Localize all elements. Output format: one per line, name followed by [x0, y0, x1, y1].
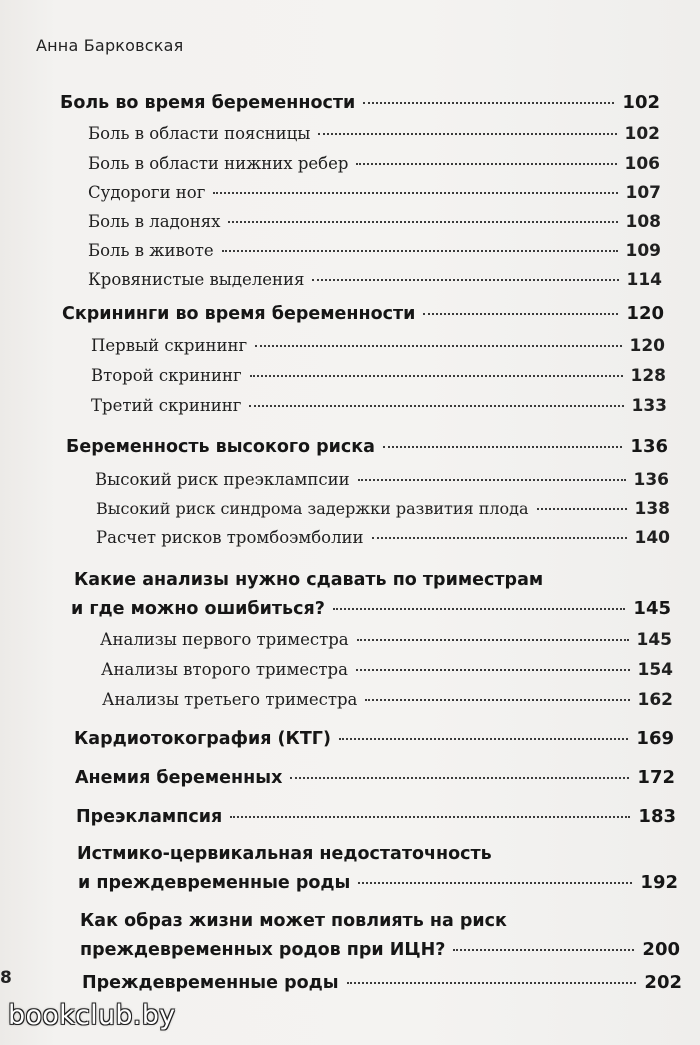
- dot-leader: [228, 221, 617, 223]
- running-header-author: Анна Барковская: [36, 36, 184, 55]
- dot-leader: [255, 345, 621, 347]
- toc-entry-chapter[interactable]: [75, 767, 675, 788]
- toc-entry-page: 114: [626, 270, 662, 290]
- toc-entry-page: 133: [631, 396, 667, 416]
- toc-entry-page: 109: [625, 241, 661, 261]
- toc-entry-title: Скрининги во время беременности: [62, 304, 416, 324]
- toc-entry-section[interactable]: [96, 499, 670, 519]
- toc-entry-section[interactable]: [102, 690, 673, 710]
- toc-entry-title: Кровянистые выделения: [88, 270, 305, 289]
- toc-entry-title: Третий скрининг: [91, 396, 242, 415]
- toc-entry-section[interactable]: [88, 270, 662, 290]
- toc-entry-section[interactable]: [91, 366, 666, 386]
- toc-entry-title: Боль в области поясницы: [88, 124, 311, 143]
- dot-leader: [358, 479, 626, 481]
- toc-entry-section[interactable]: [88, 241, 661, 261]
- dot-leader: [453, 949, 634, 951]
- dot-leader: [230, 816, 630, 818]
- toc-entry-section[interactable]: [96, 528, 670, 548]
- dot-leader: [358, 882, 632, 884]
- toc-entry-title: Анализы первого триместра: [100, 630, 349, 649]
- dot-leader: [222, 250, 618, 252]
- toc-entry-title: Анемия беременных: [75, 768, 283, 788]
- dot-leader: [318, 133, 616, 135]
- dot-leader: [365, 699, 629, 701]
- toc-entry-section[interactable]: [91, 336, 665, 356]
- toc-entry-title-line1: Какие анализы нужно сдавать по триместрам: [74, 570, 544, 590]
- toc-entry-chapter[interactable]: [66, 436, 668, 457]
- toc-entry-section[interactable]: [95, 470, 669, 490]
- toc-entry-chapter[interactable]: [74, 728, 674, 749]
- toc-entry-page: 120: [629, 336, 665, 356]
- toc-entry-title: Преэклампсия: [76, 807, 223, 827]
- toc-entry-title: Анализы второго триместра: [101, 660, 348, 679]
- toc-entry-title: Беременность высокого риска: [66, 437, 375, 457]
- toc-entry-chapter[interactable]: [62, 303, 664, 324]
- toc-entry-page: 136: [630, 436, 668, 457]
- dot-leader: [249, 405, 623, 407]
- dot-leader: [537, 508, 627, 510]
- toc-entry-page: 202: [644, 972, 682, 993]
- dot-leader: [423, 313, 618, 315]
- toc-entry-title: Кардиотокография (КТГ): [74, 729, 331, 749]
- dot-leader: [339, 738, 628, 740]
- toc-entry-page: 128: [630, 366, 666, 386]
- toc-entry-title: Боль в области нижних ребер: [88, 154, 349, 173]
- toc-entry-page: 108: [625, 212, 661, 232]
- toc-entry-title: Первый скрининг: [91, 336, 248, 355]
- dot-leader: [250, 375, 623, 377]
- toc-entry-section[interactable]: [88, 212, 661, 232]
- toc-entry-page: 172: [637, 767, 675, 788]
- toc-entry-title: Боль в животе: [88, 241, 214, 260]
- toc-entry-title: и преждевременные роды: [78, 873, 351, 893]
- dot-leader: [347, 982, 637, 984]
- toc-entry-page: 120: [626, 303, 664, 324]
- toc-entry-title-line1: Истмико-цервикальная недостаточность: [77, 844, 492, 864]
- toc-entry-section[interactable]: [88, 183, 661, 203]
- toc-entry-chapter[interactable]: [80, 939, 680, 960]
- toc-entry-title-line1: Как образ жизни может повлиять на риск: [80, 911, 507, 931]
- toc-entry-title: Анализы третьего триместра: [102, 690, 358, 709]
- toc-entry-page: 106: [624, 154, 660, 174]
- toc-entry-chapter[interactable]: [71, 598, 671, 619]
- toc-entry-page: 183: [638, 806, 676, 827]
- toc-entry-title: Боль в ладонях: [88, 212, 221, 231]
- page-number: 8: [0, 968, 12, 988]
- toc-entry-title: и где можно ошибиться?: [71, 599, 325, 619]
- toc-entry-section[interactable]: [100, 630, 672, 650]
- toc-entry-title: Второй скрининг: [91, 366, 242, 385]
- toc-entry-chapter[interactable]: [76, 806, 676, 827]
- toc-entry-page: 162: [637, 690, 673, 710]
- toc-entry-page: 169: [636, 728, 674, 749]
- toc-entry-title: Преждевременные роды: [82, 973, 339, 993]
- dot-leader: [383, 446, 622, 448]
- toc-entry-page: 102: [624, 124, 660, 144]
- toc-entry-page: 102: [622, 92, 660, 113]
- dot-leader: [356, 669, 630, 671]
- dot-leader: [290, 777, 629, 779]
- toc-entry-section[interactable]: [88, 124, 660, 144]
- toc-entry-section[interactable]: [88, 154, 660, 174]
- toc-entry-page: 136: [633, 470, 669, 490]
- dot-leader: [356, 163, 616, 165]
- toc-entry-title: Высокий риск синдрома задержки развития плода: [96, 499, 529, 518]
- toc-entry-page: 107: [625, 183, 661, 203]
- toc-entry-page: 192: [640, 872, 678, 893]
- toc-entry-chapter[interactable]: [60, 92, 660, 113]
- toc-entry-title: Судороги ног: [88, 183, 206, 202]
- watermark-text: bookclub.by: [8, 1000, 176, 1031]
- toc-entry-section[interactable]: [101, 660, 673, 680]
- dot-leader: [372, 537, 627, 539]
- toc-entry-title: Расчет рисков тромбоэмболии: [96, 528, 364, 547]
- toc-entry-title: Высокий риск преэклампсии: [95, 470, 350, 489]
- dot-leader: [333, 608, 626, 610]
- toc-entry-chapter[interactable]: [78, 872, 678, 893]
- toc-entry-page: 145: [636, 630, 672, 650]
- dot-leader: [357, 639, 629, 641]
- dot-leader: [213, 192, 617, 194]
- toc-entry-page: 138: [634, 499, 670, 519]
- toc-entry-page: 140: [634, 528, 670, 548]
- toc-entry-title: Боль во время беременности: [60, 93, 356, 113]
- dot-leader: [363, 102, 614, 104]
- dot-leader: [312, 279, 618, 281]
- toc-entry-page: 154: [637, 660, 673, 680]
- toc-entry-section[interactable]: [91, 396, 667, 416]
- toc-entry-title: преждевременных родов при ИЦН?: [80, 940, 446, 960]
- toc-entry-chapter[interactable]: [82, 972, 682, 993]
- toc-entry-page: 200: [642, 939, 680, 960]
- toc-entry-page: 145: [633, 598, 671, 619]
